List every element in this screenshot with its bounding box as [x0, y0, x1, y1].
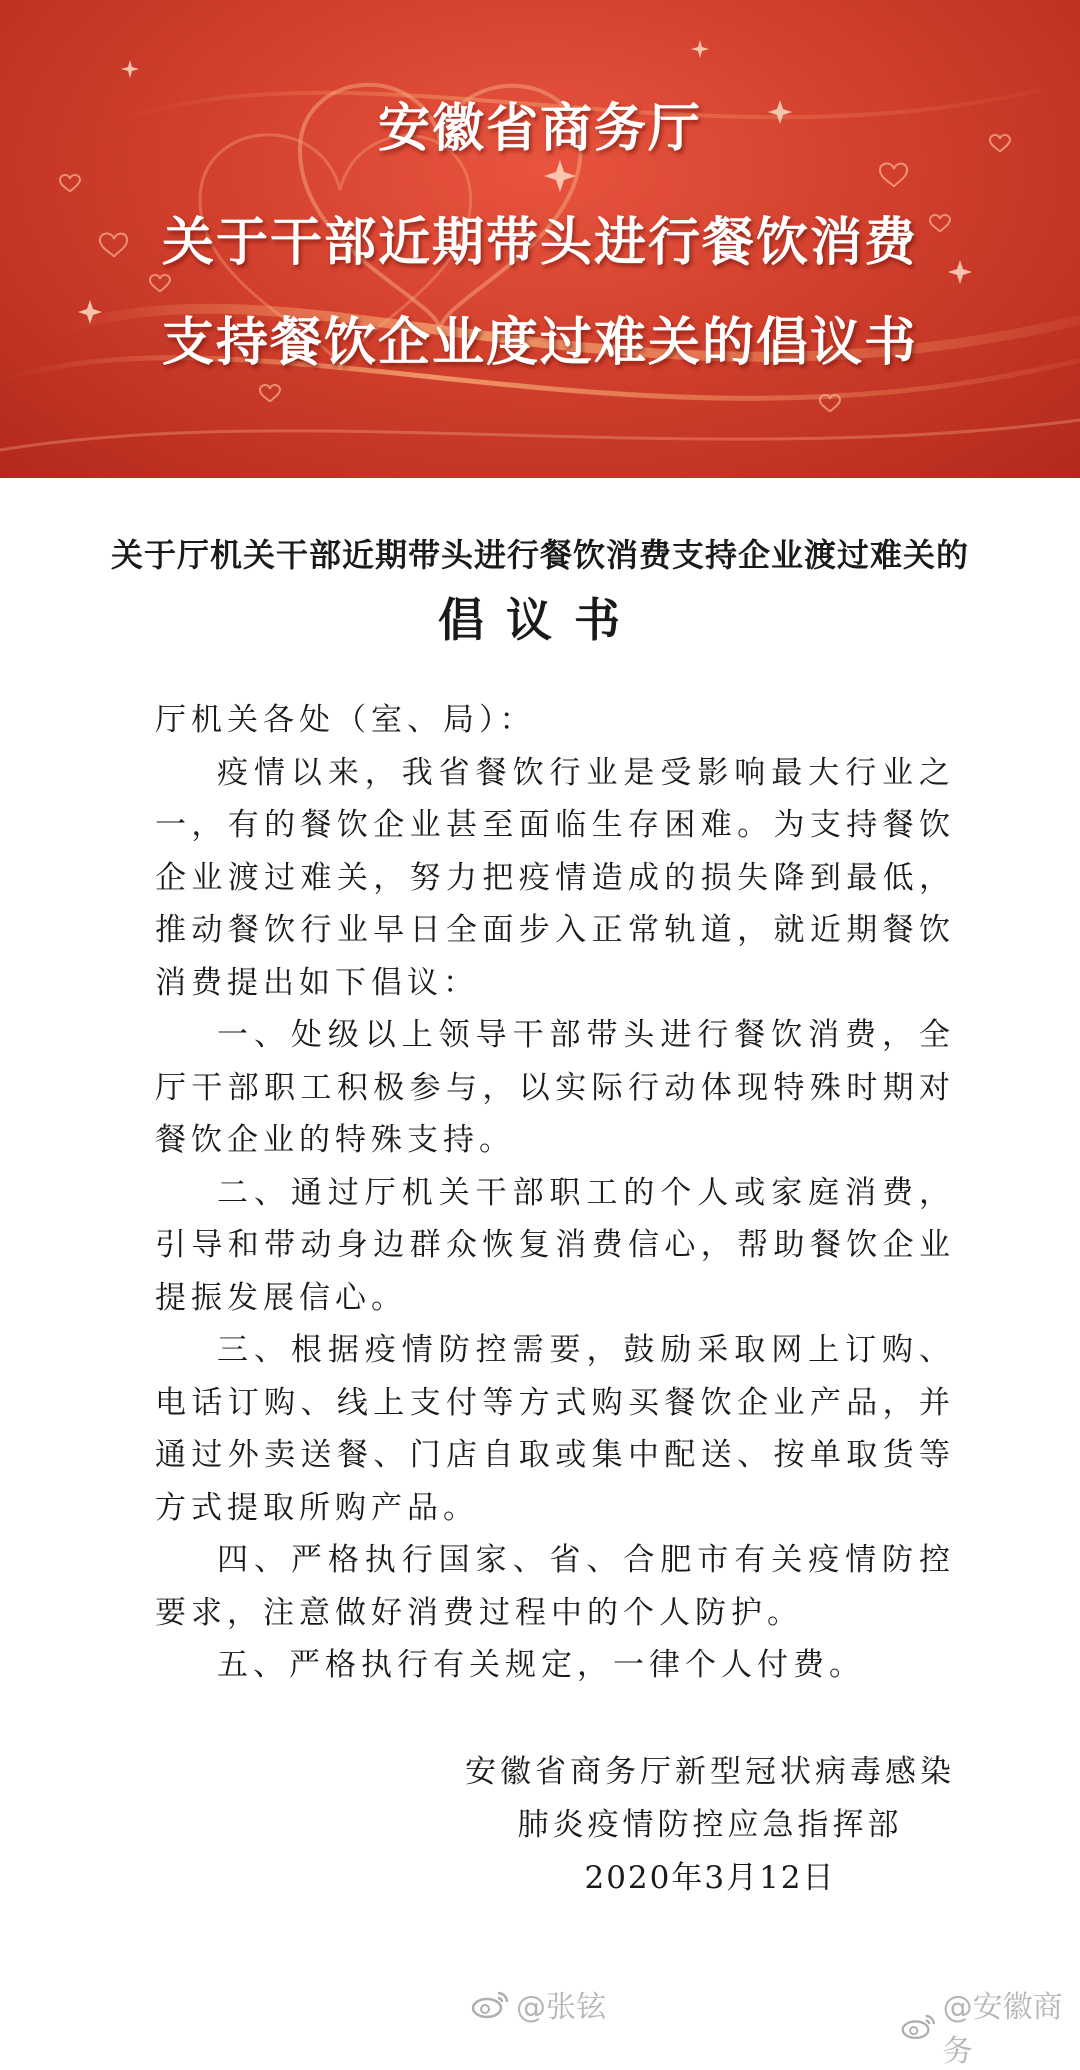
paragraph-item-3: 三、根据疫情防控需要，鼓励采取网上订购、电话订购、线上支付等方式购买餐饮企业产品，并通过外卖送餐、门店自取或集中配送、按单取货等方式提取所购产品。	[155, 1332, 955, 1526]
signature-block	[460, 1746, 960, 1905]
signature-line-1: 安徽省商务厅新型冠状病毒感染	[465, 1754, 955, 1790]
watermark-right-text: @安徽商务	[942, 1990, 1063, 2069]
heart-icon	[60, 175, 80, 192]
salutation: 厅机关各处（室、局）：	[155, 702, 536, 738]
watermark-left	[470, 1982, 606, 2026]
document-content	[155, 694, 955, 1692]
banner-title-line-1: 安徽省商务厅	[377, 98, 702, 159]
paragraph-item-2: 二、通过厅机关干部职工的个人或家庭消费，引导和带动身边群众恢复消费信心，帮助餐饮企业提振发展信心。	[155, 1174, 955, 1316]
paragraph-item-5: 五、严格执行有关规定，一律个人付费。	[217, 1647, 865, 1683]
signature-date: 2020年3月12日	[584, 1860, 836, 1896]
paragraph-intro: 疫情以来，我省餐饮行业是受影响最大行业之一，有的餐饮企业甚至面临生存困难。为支持餐饮企业渡过难关，努力把疫情造成的损失降到最低，推动餐饮行业早日全面步入正常轨道，就近期餐饮消费提出如下倡议：	[155, 754, 955, 1001]
heart-icon	[150, 275, 170, 292]
weibo-icon	[900, 2011, 937, 2041]
heart-icon	[260, 385, 280, 402]
watermark-left-text: @张铉	[516, 1990, 606, 2025]
document-heading: 关于厅机关干部近期带头进行餐饮消费支持企业渡过难关的	[110, 536, 969, 574]
banner-title-line-3: 支持餐饮企业度过难关的倡议书	[161, 312, 918, 373]
paragraph-item-4: 四、严格执行国家、省、合肥市有关疫情防控要求，注意做好消费过程中的个人防护。	[155, 1542, 955, 1631]
weibo-icon	[470, 1989, 510, 2019]
document-subheading: 倡议书	[438, 593, 642, 647]
header-banner	[0, 0, 1080, 478]
watermark-right	[900, 1982, 1080, 2070]
signature-line-2: 肺炎疫情防控应急指挥部	[517, 1807, 903, 1843]
heart-icon	[880, 163, 907, 187]
paragraph-item-1: 一、处级以上领导干部带头进行餐饮消费，全厅干部职工积极参与，以实际行动体现特殊时期对餐饮企业的特殊支持。	[155, 1017, 955, 1158]
banner-title-line-2: 关于干部近期带头进行餐饮消费	[161, 212, 918, 273]
